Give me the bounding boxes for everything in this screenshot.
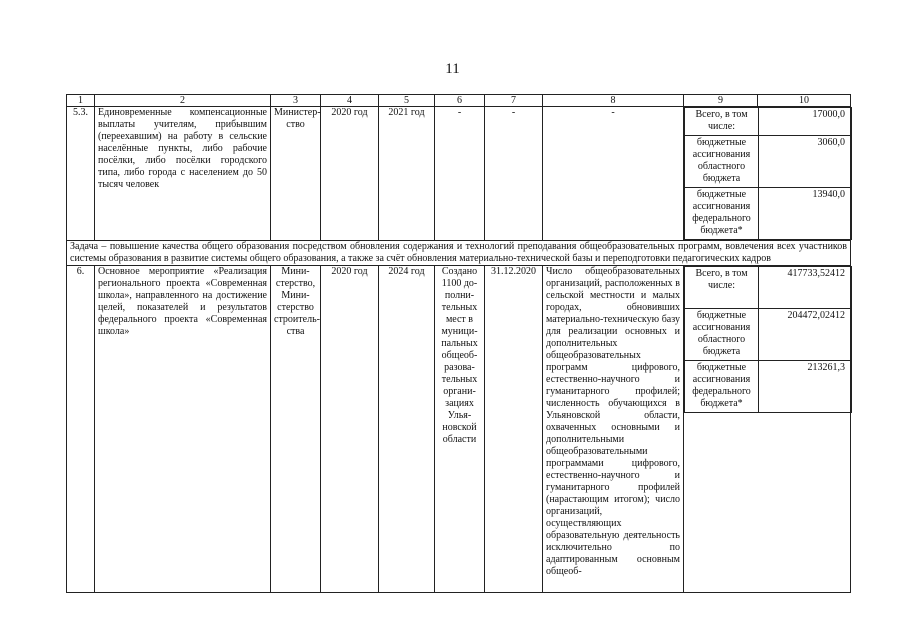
expected-result: -: [435, 107, 485, 241]
col-header-7: 7: [485, 95, 543, 107]
start-year: 2020 год: [321, 266, 379, 593]
executor: Мини-стерство, Мини-стерство строитель-ства: [271, 266, 321, 593]
financing-row-total: [685, 267, 852, 309]
financing-label: бюджетные ассигнования областного бюджета: [685, 309, 759, 361]
financing-value: 417733,52412: [759, 267, 852, 309]
financing-row-regional: [685, 136, 852, 188]
col-header-3: 3: [271, 95, 321, 107]
col-header-1: 1: [67, 95, 95, 107]
page-number: 11: [445, 61, 460, 77]
financing-row-federal: [685, 188, 852, 240]
result-date: 31.12.2020: [485, 266, 543, 593]
task-text: Задача – повышение качества общего образования посредством обновления содержания и технологий преподавания общеобразовательных программ, вовлечения всех участников системы образования в развитие системы общего образования, а также за счёт обновления материально-технической базы и переподготовки педагогических кадров: [67, 241, 851, 266]
financing-cell: [684, 266, 851, 593]
executor: Министер-ство: [271, 107, 321, 241]
financing-value: 204472,02412: [759, 309, 852, 361]
financing-label: бюджетные ассигнования областного бюджета: [685, 136, 759, 188]
start-year: 2020 год: [321, 107, 379, 241]
program-table: [66, 94, 851, 593]
financing-label: бюджетные ассигнования федерального бюджета*: [685, 188, 759, 240]
col-header-2: 2: [95, 95, 271, 107]
row-number: 6.: [67, 266, 95, 593]
col-header-4: 4: [321, 95, 379, 107]
financing-value: 17000,0: [759, 108, 852, 136]
table-row-6: [67, 266, 851, 593]
financing-label: бюджетные ассигнования федерального бюджета*: [685, 361, 759, 413]
task-row: [67, 241, 851, 266]
expected-result: Создано 1100 до-полни-тельных мест в муници-пальных общеоб-разова-тельных органи-зациях Улья-новской области: [435, 266, 485, 593]
financing-table: [684, 107, 852, 240]
financing-value: 13940,0: [759, 188, 852, 240]
financing-row-federal: [685, 361, 852, 413]
end-year: 2024 год: [379, 266, 435, 593]
col-header-5: 5: [379, 95, 435, 107]
financing-table: [684, 266, 852, 413]
financing-cell: [684, 107, 851, 241]
measure-name: Основное мероприятие «Реализация регионального проекта «Современная школа», направленного на достижение целей, показателей и результатов федерального проекта «Современная школа»: [95, 266, 271, 593]
col-header-8: 8: [543, 95, 684, 107]
col-header-9: 9: [684, 95, 758, 107]
financing-row-regional: [685, 309, 852, 361]
measure-name: Единовременные компенсационные выплаты учителям, прибывшим (переехавшим) на работу в сельские населённые пункты, либо рабочие посёлки, либо посёлки городского типа, либо города с населением до 50 тысяч человек: [95, 107, 271, 241]
row-number: 5.3.: [67, 107, 95, 241]
financing-row-total: [685, 108, 852, 136]
indicator: -: [543, 107, 684, 241]
col-header-6: 6: [435, 95, 485, 107]
table-row-5-3: [67, 107, 851, 241]
indicator: Число общеобразовательных организаций, расположенных в сельской местности и малых городах, обновивших материально-техническую базу для реализации основных и дополнительных общеобразовательных программ цифрового, естественно-научного и гуманитарного профилей; численность обучающихся в Ульяновской области, охваченных основными и дополнительными общеобразовательными программами цифрового, естественно-научного и гуманитарного профилей (нарастающим итогом); число организаций, осуществляющих образовательную деятельность исключительно по адаптированным основным общеоб-: [543, 266, 684, 593]
end-year: 2021 год: [379, 107, 435, 241]
result-date: -: [485, 107, 543, 241]
col-header-10: 10: [758, 95, 851, 107]
financing-label: Всего, в том числе:: [685, 267, 759, 309]
financing-value: 213261,3: [759, 361, 852, 413]
financing-label: Всего, в том числе:: [685, 108, 759, 136]
financing-value: 3060,0: [759, 136, 852, 188]
column-number-row: [67, 95, 851, 107]
